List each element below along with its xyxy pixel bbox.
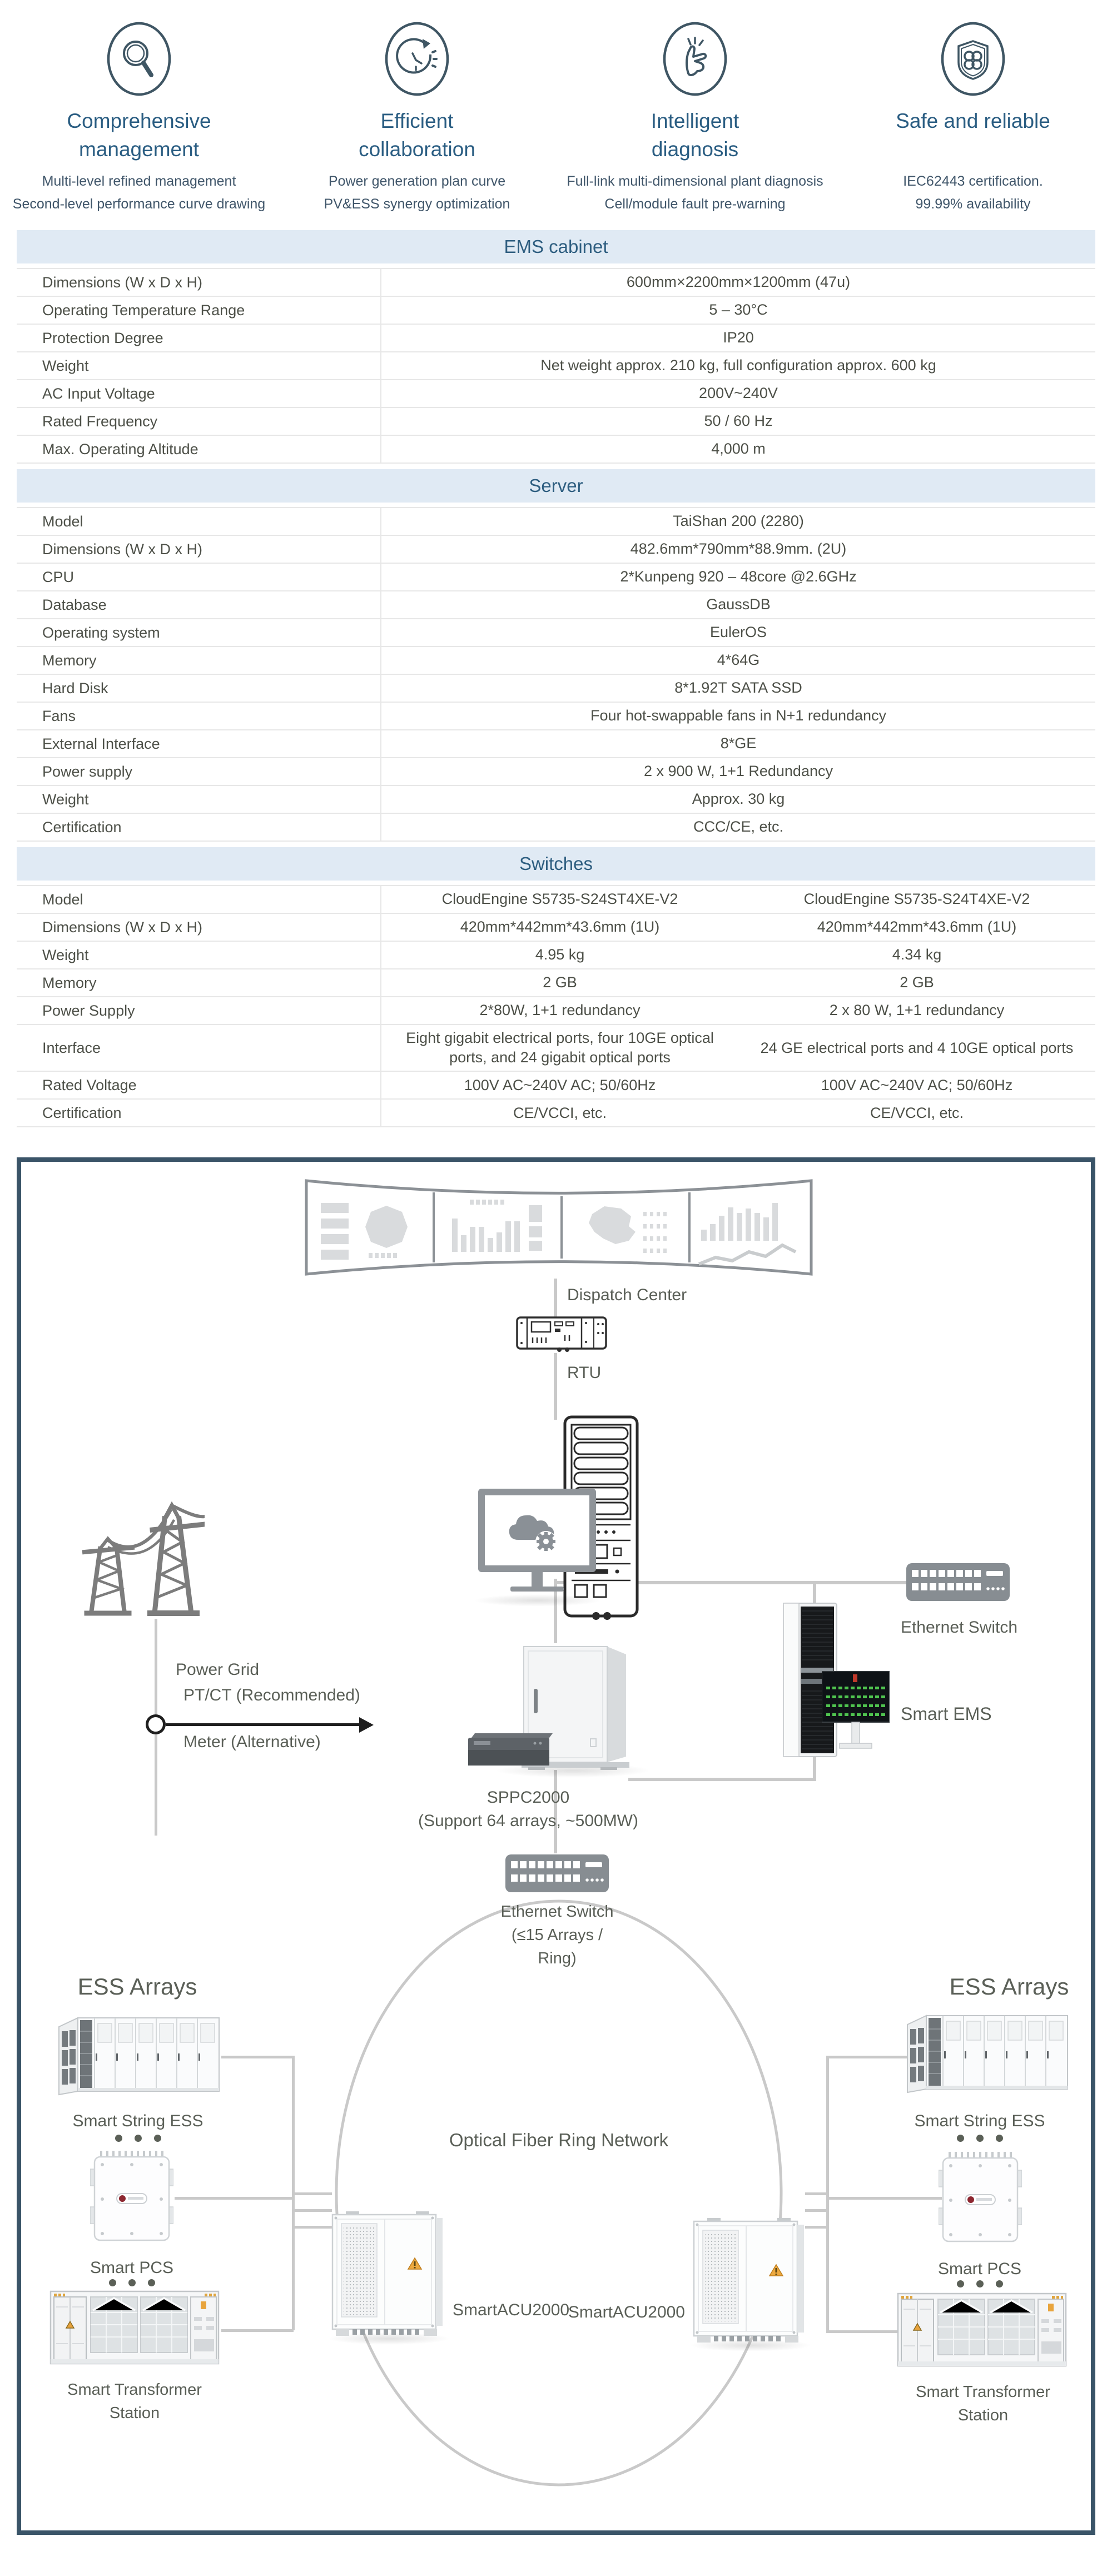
spec-row-value: 2 GB: [543, 974, 577, 991]
feature-desc-line: Second-level performance curve drawing: [12, 196, 266, 212]
smart-pcs-inverter-right: [939, 2150, 1022, 2246]
power-grid-label: Power Grid: [176, 1660, 260, 1679]
ellipsis-dots: [109, 2279, 155, 2286]
sppc2000-controller-unit: [468, 1733, 553, 1770]
feature-title-line: management: [79, 138, 199, 161]
table-rows: [17, 507, 1095, 842]
connector-line: [292, 2226, 332, 2229]
spec-row-value: CCC/CE, etc.: [693, 818, 784, 836]
feature-desc-line: Multi-level refined management: [42, 173, 236, 189]
spec-row-value: CE/VCCI, etc.: [513, 1104, 607, 1121]
connector-line: [554, 1353, 557, 1420]
spec-row-value: Eight gigabit electrical ports, four 10GE optical ports, and 24 gigabit optical ports: [406, 1030, 714, 1066]
spec-row-value: CloudEngine S5735-S24ST4XE-V2: [441, 891, 678, 908]
connector-line: [175, 2197, 294, 2200]
feature-title: [651, 107, 739, 167]
spec-row: [17, 408, 1095, 436]
smart-transformer-station-right: [895, 2290, 1069, 2369]
connector-line: [805, 2226, 828, 2229]
feature-desc-line: IEC62443 certification.: [903, 173, 1043, 189]
spec-row-label: Power Supply: [17, 997, 381, 1024]
connector-line: [292, 2209, 332, 2212]
spec-row: [17, 564, 1095, 591]
ellipsis-dots: [957, 2135, 1003, 2142]
spec-row-label: Model: [17, 886, 381, 913]
spec-row-value: GaussDB: [706, 596, 771, 613]
ring-switch-label-line: Ethernet Switch: [500, 1903, 614, 1921]
spec-row-label: Interface: [17, 1025, 381, 1071]
feature-title-line: Efficient: [380, 110, 454, 132]
table-server: [17, 469, 1095, 842]
connector-line: [554, 1279, 557, 1320]
spec-row-label: Weight: [17, 786, 381, 813]
spec-row-label: Weight: [17, 352, 381, 379]
feature-desc-line: Cell/module fault pre-warning: [604, 196, 786, 212]
smart-pcs-right-label: Smart PCS: [937, 2260, 1022, 2278]
spec-row: [17, 914, 1095, 942]
feature-title: [67, 107, 211, 167]
spec-row-value: 2*80W, 1+1 redundancy: [479, 1002, 641, 1019]
spec-row-value: 2*Kunpeng 920 – 48core @2.6GHz: [620, 568, 857, 585]
connector-line: [805, 2192, 828, 2195]
feature-title-line: Comprehensive: [67, 110, 211, 132]
smart-transformer-station-left: [48, 2288, 221, 2367]
spec-row-value: Approx. 30 kg: [692, 790, 785, 808]
ethernet-switch-top-label: Ethernet Switch: [900, 1618, 1018, 1637]
spec-row: [17, 675, 1095, 703]
spec-row: [17, 508, 1095, 536]
spec-row-value: 420mm*442mm*43.6mm (1U): [817, 918, 1017, 936]
optical-ring-label: Optical Fiber Ring Network: [449, 2130, 669, 2150]
dispatch-center-video-wall: [303, 1174, 815, 1281]
spec-row-value: 4*64G: [717, 652, 760, 669]
connector-line: [221, 2056, 294, 2058]
spec-row: [17, 325, 1095, 352]
smart-pcs-inverter-left: [90, 2149, 173, 2245]
smart-transformer-right-label: Smart Transformer Station: [916, 2383, 1050, 2425]
spec-row: [17, 942, 1095, 969]
spec-row-label: Operating system: [17, 619, 381, 646]
connector-line: [826, 2330, 898, 2333]
feature-description: [903, 170, 1043, 215]
spec-row-label: Weight: [17, 942, 381, 968]
feature-description: [13, 170, 265, 215]
feature-safe-reliable: [834, 20, 1112, 215]
spec-row-label: Fans: [17, 703, 381, 729]
spec-row-value: 5 – 30°C: [709, 301, 768, 319]
connector-line: [826, 2197, 942, 2200]
spec-row: [17, 591, 1095, 619]
feature-intelligent-diagnosis: [556, 20, 834, 215]
connector-line: [628, 1778, 816, 1781]
spec-row-label: Rated Voltage: [17, 1072, 381, 1098]
smart-ems-label: Smart EMS: [901, 1704, 992, 1724]
smart-transformer-left-label: Smart Transformer Station: [67, 2381, 202, 2423]
sppc2000-label: SPPC2000: [487, 1788, 570, 1807]
ring-switch-label: [474, 1900, 641, 1970]
spec-row-value: EulerOS: [709, 624, 767, 641]
spec-row-value: Net weight approx. 210 kg, full configuration approx. 600 kg: [540, 357, 936, 374]
spec-row: [17, 886, 1095, 914]
spec-row: [17, 647, 1095, 675]
ethernet-switch-icon: [505, 1851, 609, 1896]
spec-row: [17, 703, 1095, 730]
smart-pcs-left-label: Smart PCS: [90, 2259, 174, 2277]
spec-row: [17, 969, 1095, 997]
table-title: EMS cabinet: [17, 230, 1095, 263]
feature-desc-line: Full-link multi-dimensional plant diagnosis: [567, 173, 823, 189]
sppc2000-sub-label: (Support 64 arrays, ~500MW): [418, 1812, 638, 1830]
spec-row-value: 8*1.92T SATA SSD: [674, 679, 802, 697]
dispatch-center-label: Dispatch Center: [567, 1286, 687, 1304]
spec-row-value: Four hot-swappable fans in N+1 redundancy: [590, 707, 887, 724]
spec-row: [17, 619, 1095, 647]
ellipsis-dots: [957, 2280, 1003, 2287]
feature-description: [324, 170, 510, 215]
spec-row-value: 50 / 60 Hz: [704, 412, 773, 430]
spec-row-value: 100V AC~240V AC; 50/60Hz: [821, 1076, 1013, 1093]
table-rows: [17, 885, 1095, 1127]
spec-row-label: Max. Operating Altitude: [17, 436, 381, 463]
grid-tap-node: [146, 1714, 166, 1734]
spec-row-value: 24 GE electrical ports and 4 10GE optical ports: [760, 1039, 1074, 1056]
spec-row-value: 4,000 m: [711, 440, 766, 457]
feature-title-line: collaboration: [359, 138, 475, 161]
snap-finger-icon: [662, 20, 728, 99]
feature-description: [567, 170, 823, 215]
spec-row: [17, 1025, 1095, 1072]
spec-row-label: Model: [17, 508, 381, 535]
spec-row: [17, 380, 1095, 408]
spec-row-label: Hard Disk: [17, 675, 381, 702]
spec-row-label: AC Input Voltage: [17, 380, 381, 407]
spec-row-value: 2 x 80 W, 1+1 redundancy: [829, 1002, 1005, 1019]
table-switches: [17, 847, 1095, 1127]
ring-switch-label-line: Ring): [538, 1950, 577, 1968]
feature-desc-line: PV&ESS synergy optimization: [324, 196, 510, 212]
spec-row-label: Protection Degree: [17, 325, 381, 351]
spec-row-value: 420mm*442mm*43.6mm (1U): [460, 918, 660, 936]
meter-label: Meter (Alternative): [183, 1733, 321, 1751]
smartacu2000-left-label: SmartACU2000: [453, 2301, 570, 2319]
feature-efficient-collaboration: [278, 20, 556, 215]
smart-string-ess-right-label: Smart String ESS: [914, 2112, 1045, 2130]
connector-line: [826, 2056, 907, 2058]
feature-title: [359, 107, 475, 167]
spec-row-label: Dimensions (W x D x H): [17, 536, 381, 563]
spec-row-value: 100V AC~240V AC; 50/60Hz: [464, 1076, 656, 1093]
smartacu2000-right-label: SmartACU2000: [568, 2303, 685, 2321]
shield-clover-icon: [940, 20, 1006, 99]
spec-row: [17, 730, 1095, 758]
power-grid-towers-icon: [71, 1496, 205, 1620]
spec-row-value: TaiShan 200 (2280): [673, 513, 804, 530]
ring-switch-label-line: (≤15 Arrays /: [511, 1926, 603, 1945]
spec-row-label: Memory: [17, 969, 381, 996]
rtu-label: RTU: [567, 1364, 602, 1382]
table-title: Switches: [17, 847, 1095, 881]
clock-rotation-icon: [384, 20, 450, 99]
spec-row-value: 8*GE: [720, 735, 757, 752]
spec-row-value: 482.6mm*790mm*88.9mm. (2U): [630, 540, 847, 558]
spec-row: [17, 997, 1095, 1025]
ethernet-switch-icon: [906, 1560, 1010, 1604]
spec-row: [17, 297, 1095, 325]
spec-row-value: 4.34 kg: [892, 946, 942, 963]
spec-row: [17, 758, 1095, 786]
cloud-management-monitor: [478, 1489, 596, 1598]
spec-row-value: 2 GB: [900, 974, 934, 991]
spec-row-label: Certification: [17, 814, 381, 841]
smartacu2000-left: [329, 2210, 446, 2338]
feature-highlights: [0, 20, 1112, 215]
ellipsis-dots: [115, 2135, 161, 2142]
table-title: Server: [17, 469, 1095, 503]
spec-row-label: Operating Temperature Range: [17, 297, 381, 324]
ess-container-right: [904, 2008, 1071, 2097]
spec-row-value: 200V~240V: [699, 385, 778, 402]
spec-row-label: Database: [17, 591, 381, 618]
spec-row: [17, 436, 1095, 464]
spec-row-value: CE/VCCI, etc.: [870, 1104, 964, 1121]
spec-row: [17, 1072, 1095, 1100]
spec-row: [17, 352, 1095, 380]
ptct-arrow-head: [359, 1717, 374, 1733]
ess-arrays-right-label: ESS Arrays: [949, 1973, 1069, 2000]
feature-title-line: Safe and reliable: [896, 110, 1050, 132]
feature-desc-line: Power generation plan curve: [328, 173, 506, 189]
feature-comprehensive-management: [0, 20, 278, 215]
optical-ring-ellipse: [334, 1898, 784, 2488]
spec-row-label: External Interface: [17, 730, 381, 757]
smart-ems-monitor: [822, 1671, 890, 1757]
connector-line: [292, 2192, 332, 2195]
smart-string-ess-left-label: Smart String ESS: [72, 2112, 203, 2130]
table-ems-cabinet: [17, 230, 1095, 464]
ess-container-left: [56, 2010, 222, 2099]
ptct-arrow-line: [166, 1723, 360, 1726]
connector-line: [221, 2329, 294, 2332]
magnifier-icon: [106, 20, 172, 99]
spec-row: [17, 786, 1095, 814]
ptct-label: PT/CT (Recommended): [183, 1686, 360, 1704]
rtu-device: [516, 1316, 607, 1353]
spec-row-label: CPU: [17, 564, 381, 590]
spec-row-value: 2 x 900 W, 1+1 Redundancy: [644, 763, 833, 780]
spec-row-value: CloudEngine S5735-S24T4XE-V2: [803, 891, 1030, 908]
feature-title-line: Intelligent: [651, 110, 739, 132]
spec-row-label: Rated Frequency: [17, 408, 381, 435]
spec-row-label: Dimensions (W x D x H): [17, 269, 381, 296]
spec-row: [17, 269, 1095, 297]
feature-title: [896, 107, 1050, 167]
table-rows: [17, 268, 1095, 464]
ess-arrays-left-label: ESS Arrays: [77, 1973, 197, 2000]
spec-row-label: Power supply: [17, 758, 381, 785]
spec-row: [17, 814, 1095, 842]
spec-row-value: 600mm×2200mm×1200mm (47u): [626, 273, 851, 291]
spec-row: [17, 536, 1095, 564]
connector-line: [805, 2209, 828, 2212]
smartacu2000-right: [691, 2217, 807, 2345]
spec-row: [17, 1100, 1095, 1127]
feature-desc-line: 99.99% availability: [915, 196, 1031, 212]
spec-row-label: Memory: [17, 647, 381, 674]
feature-title-line: diagnosis: [651, 138, 739, 161]
spec-row-label: Certification: [17, 1100, 381, 1126]
spec-tables: [17, 230, 1095, 1127]
spec-row-value: IP20: [723, 329, 754, 346]
spec-row-label: Dimensions (W x D x H): [17, 914, 381, 941]
spec-row-value: 4.95 kg: [535, 946, 585, 963]
